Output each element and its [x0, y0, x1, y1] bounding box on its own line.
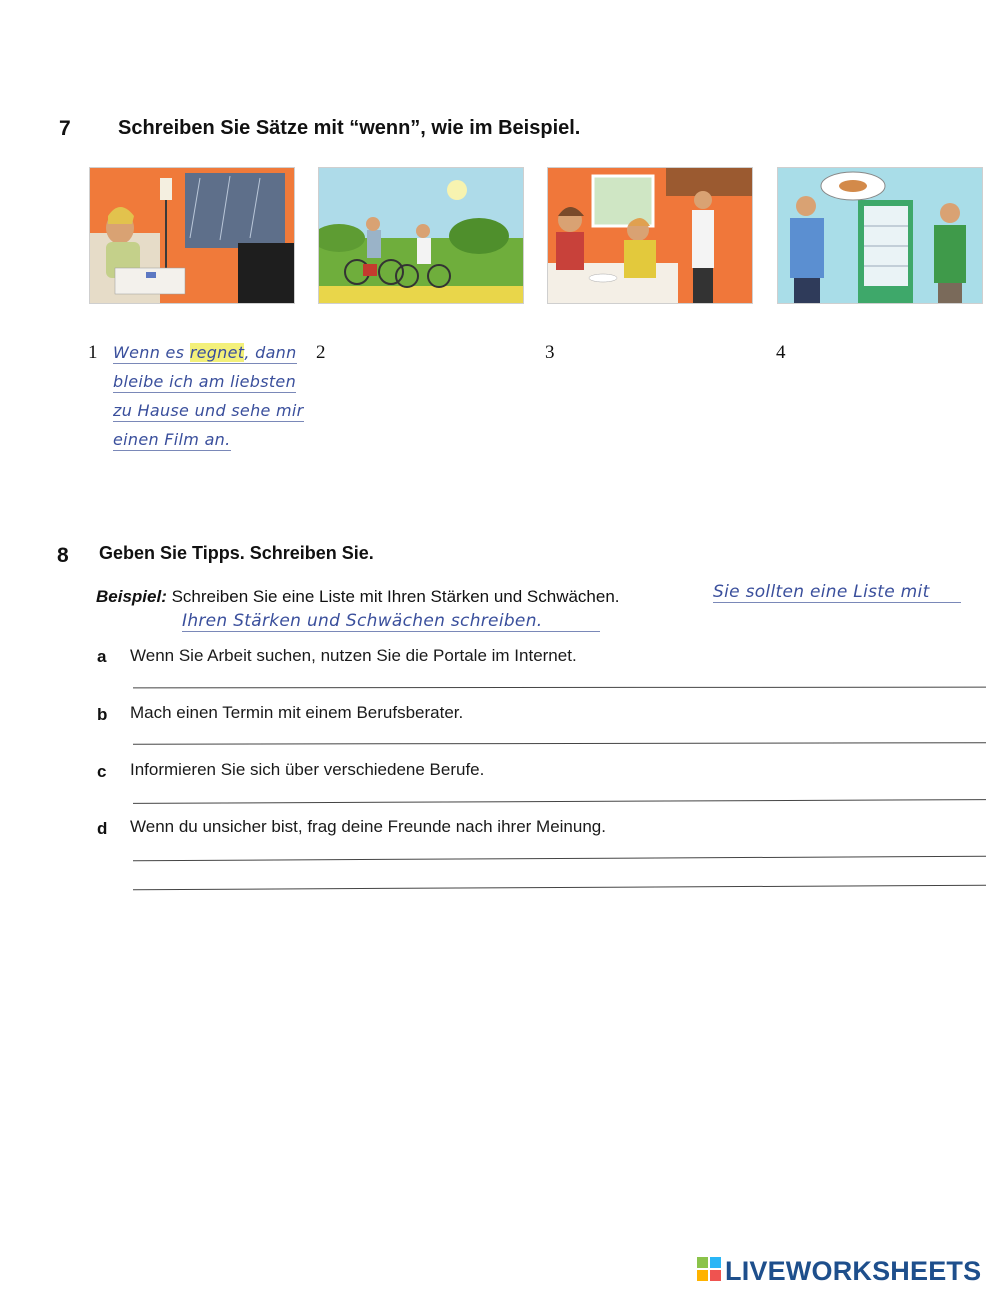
kitchen-dinner-picture: [547, 167, 753, 304]
answer-line-d-2[interactable]: [133, 885, 986, 890]
exercise-8-number: 8: [57, 544, 69, 567]
answer-field-4[interactable]: [793, 338, 988, 458]
item-d-text: Wenn du unsicher bist, frag deine Freunde nach ihrer Meinung.: [130, 817, 606, 836]
rainy-living-room-picture: [89, 167, 295, 304]
exercise-7-instruction: Schreiben Sie Sätze mit “wenn”, wie im Beispiel.: [118, 117, 581, 139]
picture-number-3: 3: [545, 342, 555, 363]
answer-line-d-1[interactable]: [133, 856, 986, 861]
example-answer-8-line-2: Ihren Stärken und Schwächen schreiben.: [182, 611, 600, 632]
item-a-letter: a: [97, 647, 107, 666]
example-label: Beispiel:: [96, 587, 167, 606]
answer-line-b[interactable]: [133, 742, 986, 744]
item-c-letter: c: [97, 762, 107, 781]
answer-field-3[interactable]: [563, 338, 763, 458]
example-answer-line-2: [113, 367, 296, 396]
example-answer-line-2-text: bleibe ich am liebsten: [113, 372, 297, 391]
item-c-text: Informieren Sie sich über verschiedene Berufe.: [130, 760, 485, 779]
example-sentence: [96, 587, 620, 607]
cycling-in-park-picture: [318, 167, 524, 304]
example-answer-prefix: Wenn es: [113, 343, 190, 362]
example-answer-line-4: [113, 425, 231, 454]
example-text: Schreiben Sie eine Liste mit Ihren Stärken und Schwächen.: [171, 587, 620, 606]
liveworksheets-logo: [697, 1254, 981, 1288]
open-fridge-picture: [777, 167, 983, 304]
logo-text: LIVEWORKSHEETS: [725, 1255, 982, 1286]
example-answer-line-1: [113, 338, 297, 367]
example-answer-8-line-1: Sie sollten eine Liste mit: [713, 582, 961, 603]
exercise-7-number: 7: [59, 117, 71, 140]
item-d-letter: d: [97, 819, 108, 838]
picture-number-4: 4: [776, 342, 786, 363]
example-answer-line-1-rest: , dann: [244, 343, 297, 362]
item-a-text: Wenn Sie Arbeit suchen, nutzen Sie die Portale im Internet.: [130, 646, 577, 665]
picture-number-1: 1: [88, 342, 98, 363]
answer-line-a[interactable]: [133, 687, 986, 689]
example-answer-line-4-text: einen Film an.: [113, 430, 231, 449]
picture-number-2: 2: [316, 342, 326, 363]
example-answer-line-3: [113, 396, 304, 425]
example-answer-line-3-text: zu Hause und sehe mir: [113, 401, 304, 420]
exercise-8-instruction: Geben Sie Tipps. Schreiben Sie.: [99, 543, 374, 563]
item-b-text: Mach einen Termin mit einem Berufsberater.: [130, 703, 464, 722]
liveworksheets-logo-icon: [697, 1257, 721, 1286]
answer-line-c[interactable]: [133, 799, 986, 804]
answer-field-2[interactable]: [335, 338, 535, 458]
highlighted-word: regnet: [189, 343, 245, 362]
item-b-letter: b: [97, 705, 108, 724]
